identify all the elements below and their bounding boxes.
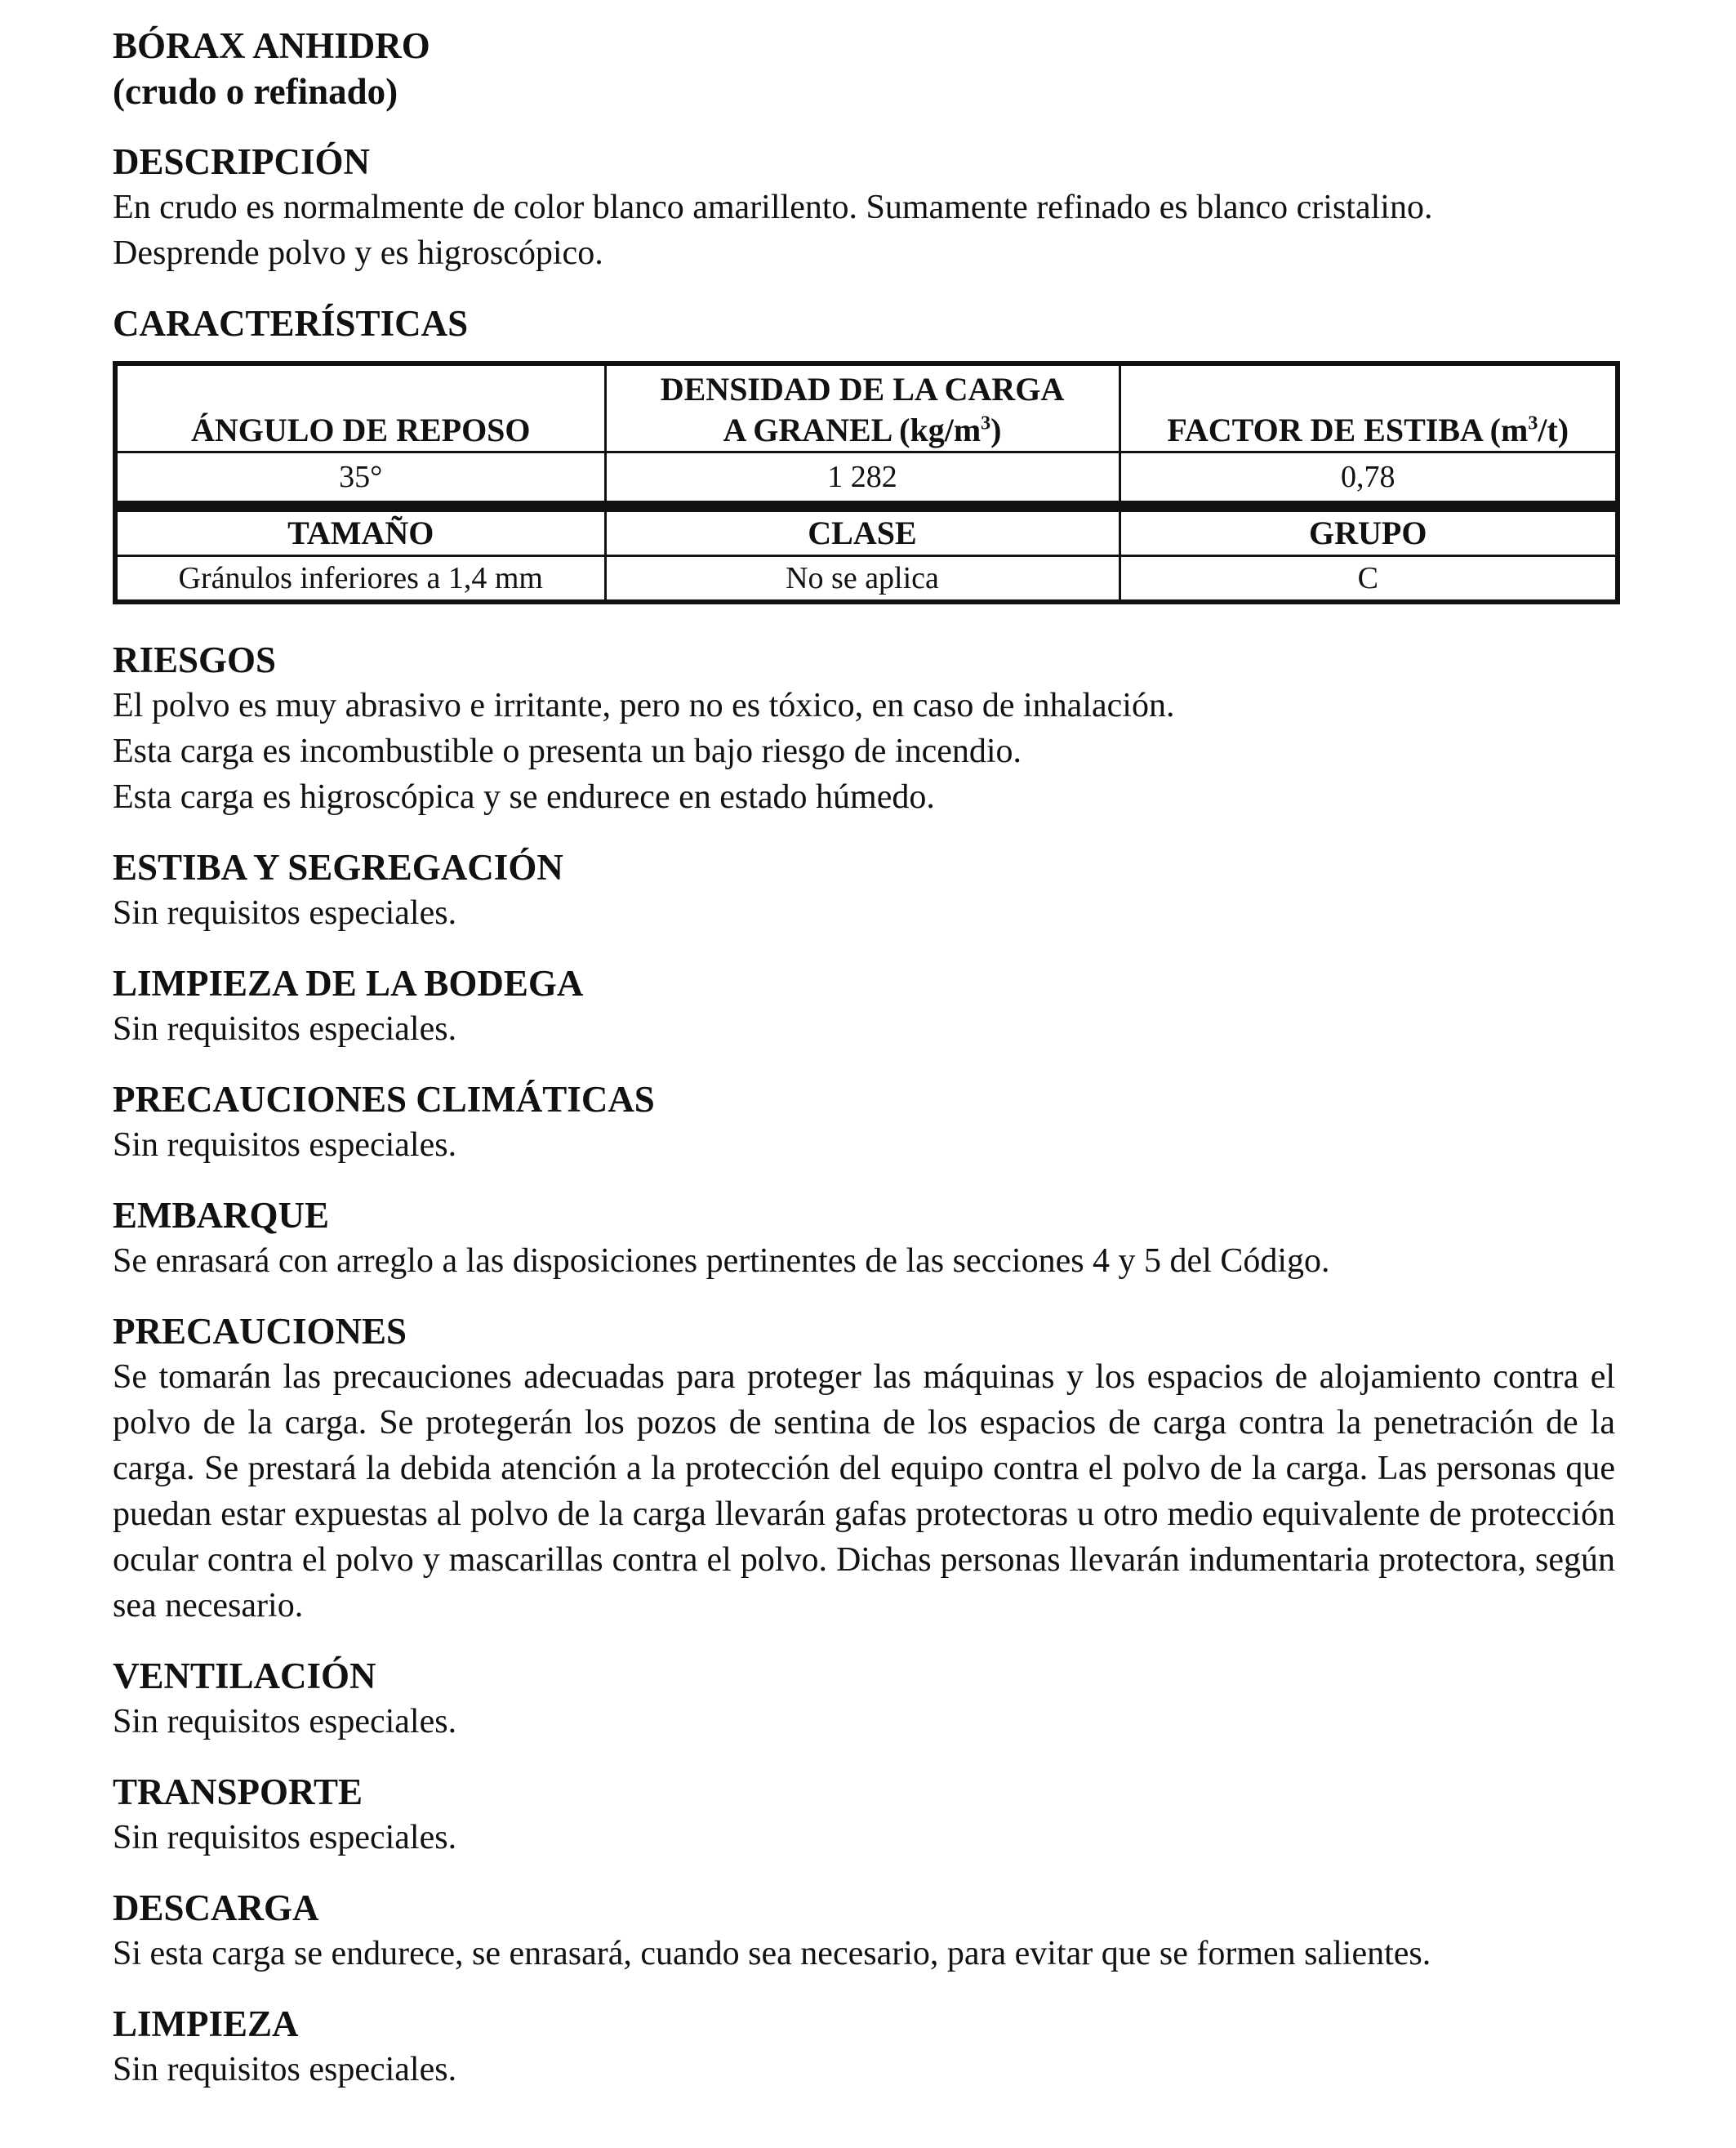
section-heading: DESCARGA	[113, 1887, 319, 1928]
section-characteristics	[113, 301, 1615, 604]
section-heading: EMBARQUE	[113, 1195, 330, 1236]
section-discharge	[113, 1885, 1615, 1976]
section-description	[113, 139, 1615, 276]
section-clean-up	[113, 2001, 1615, 2092]
table-cell: Gránulos inferiores a 1,4 mm	[115, 556, 605, 603]
table-header-row	[115, 363, 1618, 452]
section-heading: LIMPIEZA DE LA BODEGA	[113, 963, 584, 1004]
section-heading: PRECAUCIONES	[113, 1311, 407, 1352]
section-heading: RIESGOS	[113, 639, 277, 680]
table-cell: 0,78	[1119, 452, 1618, 502]
section-weather	[113, 1076, 1615, 1168]
characteristics-table	[113, 361, 1620, 604]
section-heading: ESTIBA Y SEGREGACIÓN	[113, 847, 563, 888]
table-cell: No se aplica	[605, 556, 1119, 603]
table-header-row	[115, 511, 1618, 556]
section-carriage	[113, 1769, 1615, 1861]
document-title: BÓRAX ANHIDRO	[113, 25, 430, 66]
table-header-cell: TAMAÑO	[115, 511, 605, 556]
table-cell: C	[1119, 556, 1618, 603]
section-text: Sin requisitos especiales.	[113, 2051, 457, 2088]
section-heading: DESCRIPCIÓN	[113, 141, 371, 182]
section-text: Sin requisitos especiales.	[113, 894, 457, 932]
table-header-cell	[1119, 363, 1618, 452]
table-header-cell	[115, 363, 605, 452]
section-text: Se enrasará con arreglo a las disposiciones pertinentes de las secciones 4 y 5 del Código.	[113, 1242, 1330, 1280]
risk-line: Esta carga es higroscópica y se endurece en estado húmedo.	[113, 778, 935, 816]
section-precautions	[113, 1308, 1615, 1629]
table-row	[115, 556, 1618, 603]
section-text: Sin requisitos especiales.	[113, 1010, 457, 1048]
header-density-line1: DENSIDAD DE LA CARGA	[660, 371, 1065, 408]
table-row	[115, 452, 1618, 502]
risk-line: Esta carga es incombustible o presenta un bajo riesgo de incendio.	[113, 733, 1022, 770]
section-loading	[113, 1192, 1615, 1284]
section-hold-cleanliness	[113, 960, 1615, 1052]
table-header-cell: CLASE	[605, 511, 1119, 556]
description-line: Desprende polvo y es higroscópico.	[113, 234, 603, 272]
header-density-line2: A GRANEL $(kg/m^3)$	[723, 412, 1002, 448]
header-stowage-factor: FACTOR DE ESTIBA $(m^3/t)$	[1167, 412, 1569, 448]
document-body	[113, 23, 1615, 2092]
risk-line: El polvo es muy abrasivo e irritante, pero no es tóxico, en caso de inhalación.	[113, 687, 1175, 724]
section-risks	[113, 637, 1615, 820]
description-line: En crudo es normalmente de color blanco amarillento. Sumamente refinado es blanco cristalino.	[113, 189, 1433, 226]
table-header-cell: GRUPO	[1119, 511, 1618, 556]
section-text: Si esta carga se endurece, se enrasará, cuando sea necesario, para evitar que se formen salientes.	[113, 1935, 1431, 1972]
section-heading: TRANSPORTE	[113, 1771, 363, 1812]
document-subtitle: (crudo o refinado)	[113, 71, 398, 112]
header-angle: ÁNGULO DE REPOSO	[190, 412, 531, 448]
section-stowage	[113, 844, 1615, 936]
table-header-cell	[605, 363, 1119, 452]
section-text: Se tomarán las precauciones adecuadas para proteger las máquinas y los espacios de alojamiento contra el polvo de la carga. Se protegerán los pozos de sentina de los espacios de carga contra la penetración de la carga. Se prestará la debida atención a la protección del equipo contra el polvo de la carga. Las personas que puedan estar expuestas al polvo de la carga llevarán gafas protectoras u otro medio equivalente de protección ocular contra el polvo y mascarillas contra el polvo. Dichas personas llevarán indumentaria protectora, según sea necesario.	[113, 1358, 1615, 1624]
section-text: Sin requisitos especiales.	[113, 1703, 457, 1740]
section-heading: VENTILACIÓN	[113, 1656, 376, 1696]
section-heading: PRECAUCIONES CLIMÁTICAS	[113, 1079, 655, 1120]
section-heading: LIMPIEZA	[113, 2003, 299, 2044]
section-text: Sin requisitos especiales.	[113, 1126, 457, 1164]
section-heading: CARACTERÍSTICAS	[113, 303, 469, 344]
section-ventilation	[113, 1653, 1615, 1745]
table-cell: 1 282	[605, 452, 1119, 502]
table-divider	[115, 502, 1618, 511]
table-cell: 35°	[115, 452, 605, 502]
section-text: Sin requisitos especiales.	[113, 1819, 457, 1856]
